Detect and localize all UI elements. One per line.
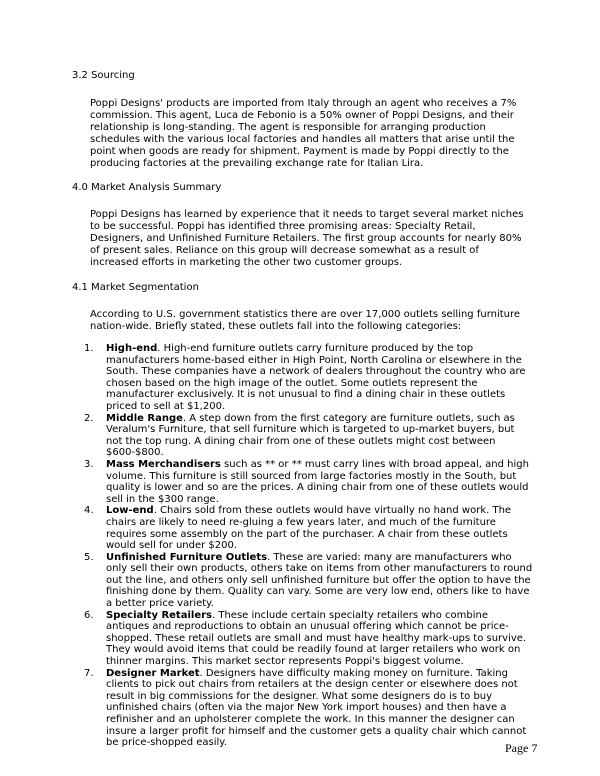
- category-text: . A step down from the first category are furniture outlets, such as Veralum's Furniture, that sell furniture which is targeted to up-market buyers, but not the top rung. A dining chair from one of these outlets might cost between $600-$800.: [106, 412, 515, 459]
- list-number: 4.: [84, 505, 94, 517]
- market-segmentation-paragraph: According to U.S. government statistics there are over 17,000 outlets selling furniture nation-wide. Briefly stated, these outlets fall into the following categories:: [90, 309, 521, 332]
- category-text: . These include certain specialty retailers who combine antiques and reproductions to obtain an unusual offering which cannot be price-shopped. These retail outlets are small and must have healthy mark-ups to survive. They would avoid items that could be readily found at larger retailers who work on thinner margins. This market sector represents Poppi's biggest volume.: [106, 609, 527, 668]
- category-title: Specialty Retailers: [106, 609, 212, 621]
- market-analysis-paragraph: Poppi Designs has learned by experience that it needs to target several market niches to be successful. Poppi has identified three promising areas: Specialty Retail, Designers, and Unfinished Furniture Retailers. The first group accounts for nearly 80% of present sales. Reliance on this group will decrease somewhat as a result of increased efforts in marketing the other two customer groups.: [90, 209, 524, 268]
- category-title: Middle Range: [106, 412, 183, 424]
- category-text: . Chairs sold from these outlets would have virtually no hand work. The chairs are likely to need re-gluing a few years later, and much of the furniture requires some assembly on the part of the purchaser. A chair from these outlets would sell for under $200.: [106, 505, 512, 552]
- category-title: Mass Merchandisers: [106, 458, 221, 470]
- section-heading-sourcing: 3.2 Sourcing: [72, 70, 135, 81]
- category-title: Unfinished Furniture Outlets: [106, 551, 268, 563]
- list-number: 5.: [84, 551, 94, 563]
- list-number: 1.: [84, 343, 94, 354]
- category-title: Designer Market: [106, 667, 200, 679]
- list-item: [84, 459, 534, 505]
- list-item: [84, 552, 534, 610]
- list-item: [84, 610, 534, 668]
- list-item: [84, 668, 534, 749]
- list-item: [84, 505, 534, 551]
- list-number: 2.: [84, 412, 94, 424]
- category-title: High-end: [106, 343, 158, 354]
- category-text: . High-end furniture outlets carry furniture produced by the top manufacturers home-based either in High Point, North Carolina or elsewhere in the South. These companies have a network of dealers throughout the country who are chosen based on the high image of the outlet. Some outlets represent the manufacturer exclusively. It is not unusual to find a dining chair in these outlets priced to sell at $1,200.: [106, 343, 526, 412]
- list-number: 6.: [84, 609, 94, 621]
- category-text: such as ** or ** must carry lines with broad appeal, and high volume. This furniture is still sourced from large factories mostly in the South, but quality is lower and so are the prices. A dining chair from one of these outlets would sell in the $300 range.: [106, 458, 529, 505]
- list-number: 3.: [84, 458, 94, 470]
- page-number: Page 7: [505, 741, 538, 755]
- section-heading-market-segmentation: 4.1 Market Segmentation: [72, 282, 199, 293]
- category-text: . Designers have difficulty making money on furniture. Taking clients to pick out chairs from retailers at the design center or elsewhere does not result in big commissions for the designer. What some designers do is to buy unfinished chairs (often via the major New York import houses) and then have a refinisher and an upholsterer complete the work. In this manner the designer can insure a larger profit for himself and the customer gets a quality chair which cannot be price-shopped easily.: [106, 667, 527, 749]
- list-item: [84, 413, 534, 459]
- category-title: Low-end: [106, 505, 154, 517]
- sourcing-paragraph: Poppi Designs' products are imported from Italy through an agent who receives a 7% commission. This agent, Luca de Febonio is a 50% owner of Poppi Designs, and their relationship is long-standing. The agent is responsible for arranging production schedules with the various local factories and handles all matters that arise until the point when goods are ready for shipment. Payment is made by Poppi directly to the producing factories at the prevailing exchange rate for Italian Lira.: [90, 98, 517, 169]
- section-heading-market-analysis: 4.0 Market Analysis Summary: [72, 182, 222, 193]
- category-list: [84, 343, 534, 749]
- list-number: 7.: [84, 667, 94, 679]
- category-text: . These are varied: many are manufacturers who only sell their own products, others take on items from other manufacturers to round out the line, and others only sell unfinished furniture but offer the option to have the finishing done by them. Quality can vary. Some are very low end, others like to have a better price variety.: [106, 551, 533, 610]
- list-item: [84, 343, 534, 413]
